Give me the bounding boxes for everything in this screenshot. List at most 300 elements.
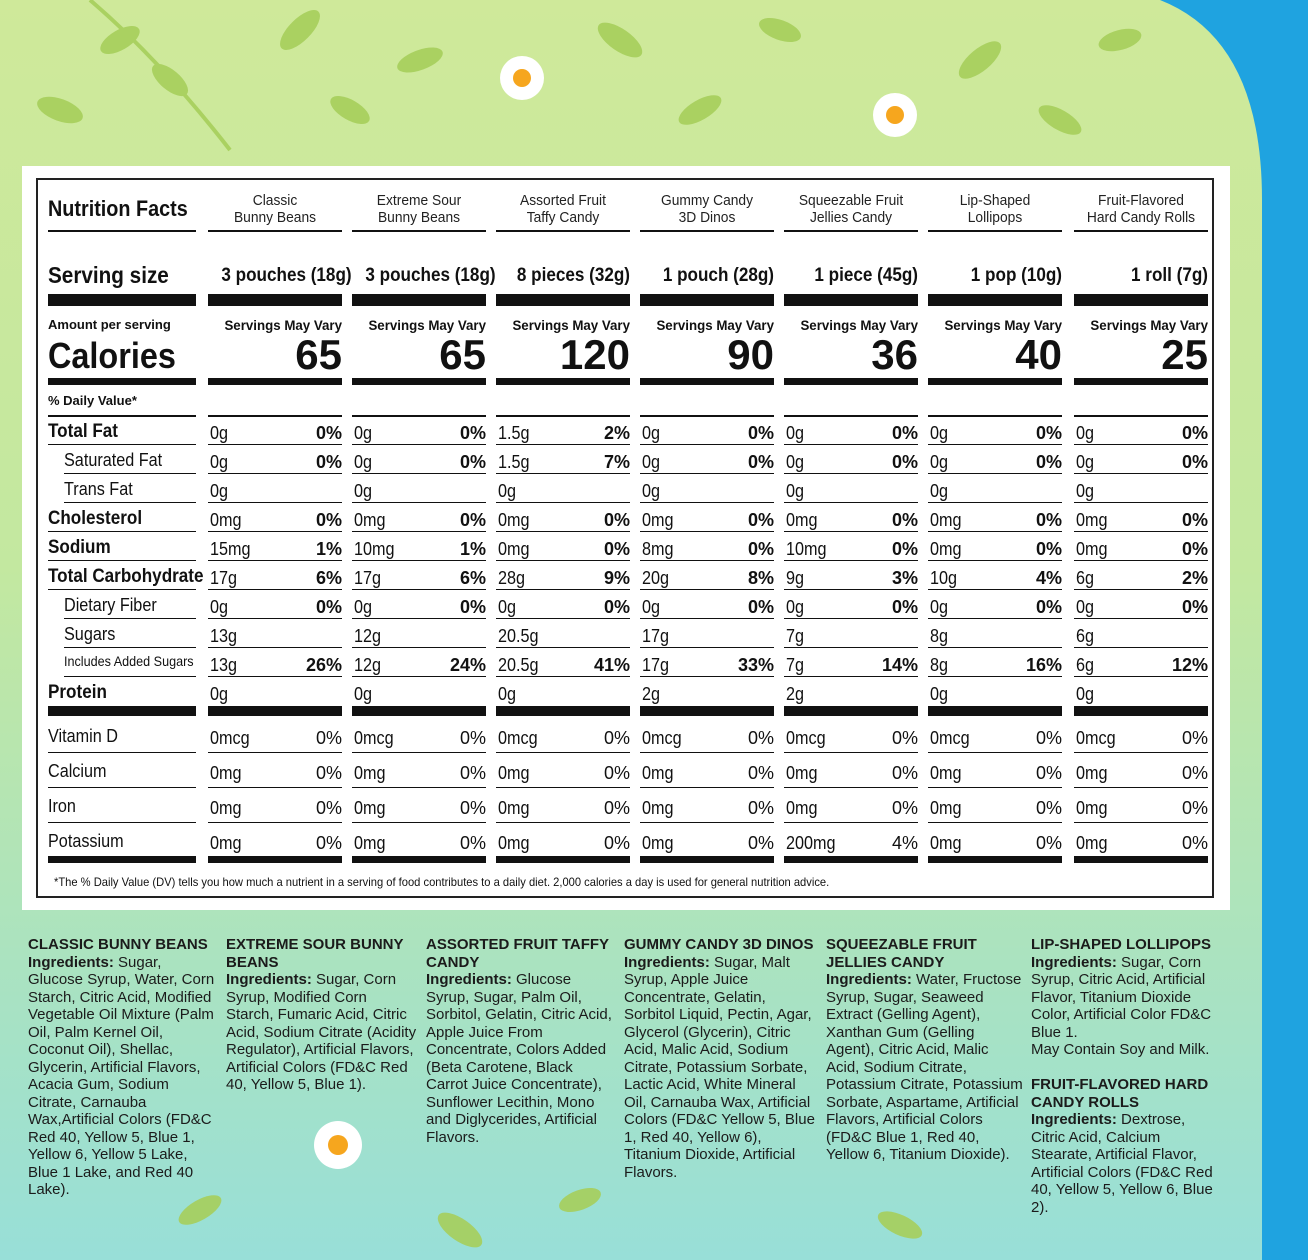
column-row-rule (352, 618, 486, 619)
vitamin-dv-percent: 0% (891, 728, 918, 748)
vitamin-dv-percent: 0% (1035, 763, 1062, 783)
column-row-rule (352, 473, 486, 474)
product-heading: FRUIT-FLAVORED HARD CANDY ROLLS (1031, 1076, 1209, 1111)
vitamin-dv-percent: 0% (315, 763, 342, 783)
servings-may-vary: Servings May Vary (1090, 317, 1208, 333)
vitamin-dv-percent: 0% (1035, 798, 1062, 818)
column-row-rule (208, 618, 342, 619)
product-heading: ASSORTED FRUIT TAFFY CANDY (426, 936, 609, 971)
nutrient-amount: 10mg (354, 539, 395, 559)
calories-value: 65 (295, 331, 342, 378)
column-protein-rule (640, 706, 774, 716)
column-row-rule (496, 560, 630, 561)
column-row-rule (208, 676, 342, 677)
nutrient-dv-percent: 0% (1035, 597, 1062, 617)
vitamin-dv-percent: 0% (603, 728, 630, 748)
nutrient-amount: 0mg (1076, 510, 1108, 530)
nutrient-row-rule (48, 444, 196, 445)
nutrient-amount: 0mg (1076, 539, 1108, 559)
vitamin-amount: 0mcg (1076, 728, 1116, 748)
nutrient-label: Sugars (64, 624, 116, 644)
ingredients-text: Sugar, Corn Syrup, Citric Acid, Artificial Flavor, Titanium Dioxide Color, Artificial Color FD&C Blue 1. (1031, 953, 1212, 1041)
column-row-rule (352, 589, 486, 590)
servings-may-vary: Servings May Vary (224, 317, 342, 333)
column-row-rule (352, 444, 486, 445)
vitamin-amount: 0mcg (354, 728, 394, 748)
column-row-rule (496, 589, 630, 590)
product-name-line: Bunny Beans (377, 209, 461, 226)
ingredients-text: Sugar, Glucose Syrup, Water, Corn Starch, Citric Acid, Modified Vegetable Oil Mixture (Palm Oil, Palm Kernel Oil, Coconut Oil), Shellac, Glycerin, Artificial Flavors, Acacia Gum, Sodium Citrate, Carnauba Wax,Artificial Colors (FD&C Red 40, Yellow 5, Blue 1, Yellow 6, Yellow 5 Lake, Blue 1 Lake, and Red 40 Lake). (28, 953, 215, 1198)
serving-size-label: Serving size (48, 262, 169, 288)
vitamin-amount: 0mg (210, 763, 242, 783)
column-protein-rule (928, 706, 1062, 716)
nutrient-dv-percent: 1% (315, 539, 342, 559)
calories-label: Calories (48, 335, 176, 376)
vitamin-dv-percent: 0% (603, 833, 630, 853)
calories-value: 120 (559, 331, 630, 378)
nutrient-amount: 20.5g (498, 655, 539, 675)
nutrient-dv-percent: 0% (1035, 510, 1062, 530)
vitamin-amount: 0mg (786, 798, 818, 818)
nutrient-row-rule (64, 647, 196, 648)
column-thick-rule (928, 294, 1062, 306)
nutrient-dv-percent: 9% (603, 568, 630, 588)
nutrient-dv-percent: 0% (315, 423, 342, 443)
vitamin-amount: 0mcg (498, 728, 538, 748)
nutrient-dv-percent: 0% (747, 423, 774, 443)
protein-thick-rule (48, 706, 196, 716)
nutrient-amount: 7g (786, 626, 805, 646)
vitamin-dv-percent: 0% (603, 798, 630, 818)
servings-may-vary: Servings May Vary (368, 317, 486, 333)
column-vitamin-rule (784, 822, 918, 823)
serving-size-value: 3 pouches (18g) (221, 265, 352, 286)
column-dv-rule (496, 415, 630, 417)
vitamin-amount: 0mg (210, 833, 242, 853)
column-row-rule (496, 531, 630, 532)
ingredients-label: Ingredients: (226, 971, 312, 988)
vitamin-dv-percent: 0% (459, 763, 486, 783)
nutrient-amount: 0mg (210, 510, 242, 530)
column-row-rule (208, 473, 342, 474)
vitamin-dv-percent: 0% (1035, 728, 1062, 748)
column-row-rule (496, 618, 630, 619)
vitamin-dv-percent: 0% (747, 833, 774, 853)
column-bottom-rule (640, 856, 774, 863)
nutrient-amount: 0g (354, 481, 373, 501)
nutrient-amount: 6g (1076, 568, 1095, 588)
vitamin-amount: 0mcg (786, 728, 826, 748)
nutrient-dv-percent: 8% (747, 568, 774, 588)
nutrient-dv-percent: 0% (603, 539, 630, 559)
column-thin-rule (352, 230, 486, 232)
ingredients-text: Water, Fructose Syrup, Sugar, Seaweed Extract (Gelling Agent), Xanthan Gum (Gelling Agent), Citric Acid, Malic Acid, Sodium Citrate, Potassium Citrate, Potassium Sorbate, Aspartame, Artificial Flavors, Artificial Colors (FD&C Blue 1, Red 40, Yellow 6, Titanium Dioxide). (826, 971, 1023, 1163)
vitamin-dv-percent: 0% (459, 833, 486, 853)
vitamin-dv-percent: 0% (747, 798, 774, 818)
vitamin-row-rule (48, 787, 196, 788)
nutrient-amount: 2g (642, 684, 661, 704)
column-vitamin-rule (1074, 822, 1208, 823)
nutrient-dv-percent: 2% (1181, 568, 1208, 588)
column-row-rule (928, 676, 1062, 677)
nutrient-row-rule (64, 473, 196, 474)
nutrient-amount: 0g (642, 423, 661, 443)
nutrient-amount: 0mg (930, 539, 962, 559)
nutrient-amount: 0g (930, 452, 949, 472)
column-row-rule (208, 589, 342, 590)
amount-per-serving-label: Amount per serving (48, 317, 171, 332)
column-dv-rule (928, 415, 1062, 417)
column-vitamin-rule (640, 822, 774, 823)
label-thin-rule (48, 230, 196, 232)
nutrient-amount: 17g (210, 568, 238, 588)
nutrient-amount: 15mg (210, 539, 251, 559)
product-name-line: Bunny Beans (233, 209, 317, 226)
nutrient-amount: 0g (210, 452, 229, 472)
product-heading: LIP-SHAPED LOLLIPOPS (1031, 936, 1212, 953)
nutrient-label: Total Fat (48, 421, 118, 442)
ingredients-text: Sugar, Corn Syrup, Modified Corn Starch, Fumaric Acid, Citric Acid, Sodium Citrate (Acidity Regulator), Artificial Flavors, Artificial Colors (FD&C Red 40, Yellow 5, Blue 1). (226, 971, 417, 1093)
product-heading: CLASSIC BUNNY BEANS (28, 936, 208, 953)
product-heading: SQUEEZABLE FRUIT JELLIES CANDY (826, 936, 977, 971)
nutrient-amount: 9g (786, 568, 805, 588)
nutrient-dv-percent: 7% (603, 452, 630, 472)
vitamin-amount: 0mg (210, 798, 242, 818)
column-row-rule (1074, 531, 1208, 532)
ingredients-text: Sugar, Malt Syrup, Apple Juice Concentrate, Gelatin, Sorbitol Liquid, Pectin, Agar, Glycerol (Glycerin), Citric Acid, Malic Acid, Sodium Citrate, Potassium Sorbate, Lactic Acid, White Mineral Oil, Carnauba Wax, Artificial Colors (FD&C Yellow 5, Blue 1, Red 40, Yellow 6), Titanium Dioxide, Artificial Flavors. (624, 953, 815, 1181)
serving-size-value: 1 pop (10g) (970, 265, 1062, 286)
nutrient-amount: 0g (642, 452, 661, 472)
column-row-rule (496, 647, 630, 648)
column-row-rule (1074, 473, 1208, 474)
ingredients-label: Ingredients: (426, 971, 512, 988)
column-vitamin-rule (352, 787, 486, 788)
column-row-rule (784, 560, 918, 561)
column-row-rule (784, 647, 918, 648)
nutrient-dv-percent: 3% (891, 568, 918, 588)
vitamin-amount: 200mg (786, 833, 836, 853)
column-vitamin-rule (496, 787, 630, 788)
column-thin-rule (208, 230, 342, 232)
nutrient-dv-percent: 0% (459, 597, 486, 617)
nutrient-amount: 1.5g (498, 423, 530, 443)
vitamin-label: Iron (48, 796, 76, 816)
column-vitamin-rule (1074, 752, 1208, 753)
nutrient-amount: 0mg (930, 510, 962, 530)
column-row-rule (640, 560, 774, 561)
nutrient-amount: 0g (930, 481, 949, 501)
nutrient-amount: 0g (498, 684, 517, 704)
column-vitamin-rule (928, 822, 1062, 823)
column-row-rule (640, 444, 774, 445)
vitamin-amount: 0mg (930, 833, 962, 853)
column-vitamin-rule (640, 787, 774, 788)
nutrient-amount: 0g (210, 481, 229, 501)
nutrient-dv-percent: 41% (593, 655, 630, 675)
column-vitamin-rule (496, 752, 630, 753)
nutrient-amount: 0g (1076, 597, 1095, 617)
nutrient-label: Cholesterol (48, 508, 143, 529)
column-vitamin-rule (928, 752, 1062, 753)
nutrient-amount: 0mg (642, 510, 674, 530)
column-calories-rule (208, 378, 342, 385)
column-row-rule (1074, 676, 1208, 677)
nutrient-amount: 6g (1076, 626, 1095, 646)
nutrient-dv-percent: 0% (891, 510, 918, 530)
vitamin-amount: 0mg (498, 798, 530, 818)
servings-may-vary: Servings May Vary (944, 317, 1062, 333)
nutrient-dv-percent: 16% (1025, 655, 1062, 675)
nutrient-amount: 0g (210, 597, 229, 617)
nutrient-amount: 0g (786, 452, 805, 472)
nutrient-amount: 0g (354, 684, 373, 704)
nutrient-dv-percent: 0% (315, 597, 342, 617)
column-dv-rule (640, 415, 774, 417)
column-row-rule (640, 473, 774, 474)
vitamin-dv-percent: 0% (1035, 833, 1062, 853)
column-row-rule (784, 531, 918, 532)
product-heading: GUMMY CANDY 3D DINOS (624, 936, 814, 953)
vitamin-amount: 0mg (1076, 763, 1108, 783)
vitamin-amount: 0mcg (642, 728, 682, 748)
vitamin-dv-percent: 0% (315, 833, 342, 853)
column-thin-rule (1074, 230, 1208, 232)
column-row-rule (928, 589, 1062, 590)
product-name-line: Hard Candy Rolls (1086, 209, 1196, 226)
column-protein-rule (352, 706, 486, 716)
nutrient-dv-percent: 0% (315, 510, 342, 530)
column-row-rule (496, 444, 630, 445)
vitamin-dv-percent: 0% (891, 763, 918, 783)
column-row-rule (1074, 647, 1208, 648)
ingredients-label: Ingredients: (1031, 953, 1117, 971)
label-dv-rule (48, 415, 196, 417)
nutrient-row-rule (48, 589, 196, 590)
nutrient-dv-percent: 12% (1171, 655, 1208, 675)
nutrient-label: Dietary Fiber (64, 595, 157, 615)
vitamin-dv-percent: 0% (747, 728, 774, 748)
nutrient-amount: 0g (354, 452, 373, 472)
column-row-rule (1074, 444, 1208, 445)
column-calories-rule (496, 378, 630, 385)
column-vitamin-rule (1074, 787, 1208, 788)
column-thin-rule (640, 230, 774, 232)
nutrient-amount: 8g (930, 655, 949, 675)
column-calories-rule (640, 378, 774, 385)
ingredients-label: Ingredients: (1031, 1111, 1117, 1128)
vitamin-label: Calcium (48, 761, 107, 781)
product-heading: EXTREME SOUR BUNNY BEANS (226, 936, 404, 971)
nutrient-row-rule (48, 560, 196, 561)
column-vitamin-rule (352, 822, 486, 823)
nutrient-amount: 8g (930, 626, 949, 646)
ingredients-text: Dextrose, Citric Acid, Calcium Stearate, Artificial Flavor, Artificial Colors (FD&C Red 40, Yellow 5, Yellow 6, Blue 2). (1031, 1111, 1213, 1216)
column-row-rule (784, 676, 918, 677)
nutrient-dv-percent: 0% (747, 510, 774, 530)
nutrient-row-rule (64, 676, 196, 677)
vitamin-dv-percent: 0% (459, 728, 486, 748)
nutrient-dv-percent: 0% (1181, 597, 1208, 617)
nutrient-dv-percent: 0% (1181, 423, 1208, 443)
nutrient-amount: 0g (642, 597, 661, 617)
column-row-rule (208, 502, 342, 503)
label-bottom-rule (48, 856, 196, 863)
serving-size-value: 1 roll (7g) (1131, 265, 1208, 286)
vitamin-row-rule (48, 752, 196, 753)
column-row-rule (352, 647, 486, 648)
nutrient-dv-percent: 24% (449, 655, 486, 675)
nutrient-amount: 2g (786, 684, 805, 704)
ingredients-block (426, 936, 616, 1146)
nutrient-amount: 10mg (786, 539, 827, 559)
calories-value: 65 (439, 331, 486, 378)
nutrient-dv-percent: 0% (1035, 452, 1062, 472)
product-name (501, 192, 624, 226)
column-row-rule (928, 531, 1062, 532)
column-row-rule (784, 618, 918, 619)
column-row-rule (640, 676, 774, 677)
nutrient-amount: 0g (930, 684, 949, 704)
column-vitamin-rule (784, 787, 918, 788)
column-row-rule (784, 502, 918, 503)
vitamin-dv-percent: 0% (1181, 798, 1208, 818)
daily-value-label: % Daily Value* (48, 393, 137, 408)
nutrient-dv-percent: 0% (1181, 510, 1208, 530)
nutrient-amount: 0g (210, 684, 229, 704)
column-vitamin-rule (352, 752, 486, 753)
nutrient-row-rule (48, 531, 196, 532)
servings-may-vary: Servings May Vary (656, 317, 774, 333)
nutrient-dv-percent: 0% (459, 423, 486, 443)
product-name-line: Gummy Candy (660, 192, 754, 209)
nutrient-amount: 0g (498, 481, 517, 501)
column-protein-rule (496, 706, 630, 716)
nutrient-dv-percent: 0% (1181, 539, 1208, 559)
nutrient-dv-percent: 0% (603, 597, 630, 617)
ingredients-block (826, 936, 1024, 1164)
nutrient-amount: 0mg (498, 510, 530, 530)
ingredients-block (624, 936, 820, 1181)
column-dv-rule (208, 415, 342, 417)
column-vitamin-rule (208, 822, 342, 823)
column-row-rule (928, 473, 1062, 474)
nutrient-dv-percent: 0% (891, 452, 918, 472)
column-row-rule (208, 444, 342, 445)
column-row-rule (928, 560, 1062, 561)
nutrient-amount: 20g (642, 568, 670, 588)
column-row-rule (784, 589, 918, 590)
column-vitamin-rule (496, 822, 630, 823)
vitamin-amount: 0mcg (930, 728, 970, 748)
column-row-rule (352, 531, 486, 532)
column-row-rule (352, 676, 486, 677)
nutrient-label: Total Carbohydrate (48, 566, 204, 587)
column-bottom-rule (784, 856, 918, 863)
column-row-rule (928, 502, 1062, 503)
nutrient-label: Trans Fat (64, 479, 133, 499)
column-dv-rule (784, 415, 918, 417)
nutrient-amount: 0g (786, 481, 805, 501)
nutrient-dv-percent: 0% (891, 423, 918, 443)
ingredients-text: Glucose Syrup, Sugar, Palm Oil, Sorbitol, Gelatin, Citric Acid, Apple Juice From Concentrate, Colors Added (Beta Carotene, Black Carrot Juice Concentrate), Sunflower Lecithin, Mono and Diglycerides, Artificial Flavors. (426, 971, 612, 1146)
daily-value-footnote: *The % Daily Value (DV) tells you how much a nutrient in a serving of food contributes to a daily diet. 2,000 calories a day is used for general nutrition advice. (54, 875, 830, 889)
servings-may-vary: Servings May Vary (512, 317, 630, 333)
column-calories-rule (928, 378, 1062, 385)
column-row-rule (640, 502, 774, 503)
nutrient-amount: 0g (354, 423, 373, 443)
column-protein-rule (784, 706, 918, 716)
column-calories-rule (784, 378, 918, 385)
nutrient-amount: 0g (1076, 481, 1095, 501)
product-name (933, 192, 1056, 226)
vitamin-amount: 0mg (642, 763, 674, 783)
column-row-rule (496, 676, 630, 677)
product-name-line: Lip-Shaped (959, 192, 1031, 209)
column-row-rule (928, 618, 1062, 619)
vitamin-amount: 0mg (354, 763, 386, 783)
vitamin-amount: 0mcg (210, 728, 250, 748)
nutrient-dv-percent: 0% (891, 539, 918, 559)
nutrient-amount: 0g (1076, 684, 1095, 704)
product-name (1079, 192, 1202, 226)
nutrient-dv-percent: 0% (747, 539, 774, 559)
nutrient-label: Saturated Fat (64, 450, 163, 470)
serving-size-value: 1 piece (45g) (814, 265, 918, 286)
vitamin-label: Potassium (48, 831, 124, 851)
vitamin-dv-percent: 4% (891, 833, 918, 853)
nutrition-facts-table (36, 178, 1214, 898)
vitamin-dv-percent: 0% (1181, 728, 1208, 748)
nutrient-amount: 0mg (354, 510, 386, 530)
nutrient-dv-percent: 4% (1035, 568, 1062, 588)
product-name (213, 192, 336, 226)
label-calories-rule (48, 378, 196, 385)
calories-value: 25 (1161, 331, 1208, 378)
column-row-rule (1074, 502, 1208, 503)
nutrient-amount: 17g (642, 626, 670, 646)
nutrient-amount: 8mg (642, 539, 674, 559)
product-name-line: Fruit-Flavored (1098, 192, 1184, 209)
ingredients-label: Ingredients: (28, 953, 114, 971)
ingredients-block (28, 936, 220, 1199)
column-thick-rule (352, 294, 486, 306)
vitamin-amount: 0mg (642, 798, 674, 818)
ingredients-label: Ingredients: (624, 953, 710, 971)
column-thick-rule (208, 294, 342, 306)
nutrient-dv-percent: 0% (459, 452, 486, 472)
vitamin-dv-percent: 0% (1181, 763, 1208, 783)
product-name-line: Assorted Fruit (520, 192, 606, 209)
vitamin-amount: 0mg (930, 763, 962, 783)
column-row-rule (1074, 589, 1208, 590)
column-bottom-rule (1074, 856, 1208, 863)
vitamin-amount: 0mg (1076, 833, 1108, 853)
nutrient-amount: 17g (642, 655, 670, 675)
column-row-rule (496, 502, 630, 503)
product-name (789, 192, 912, 226)
nutrient-amount: 0g (642, 481, 661, 501)
vitamin-amount: 0mg (498, 763, 530, 783)
vitamin-amount: 0mg (498, 833, 530, 853)
nutrient-dv-percent: 6% (315, 568, 342, 588)
serving-size-value: 1 pouch (28g) (662, 265, 774, 286)
nutrient-dv-percent: 0% (747, 452, 774, 472)
allergen-note: May Contain Soy and Milk. (1031, 1041, 1210, 1058)
vitamin-amount: 0mg (786, 763, 818, 783)
product-name (645, 192, 768, 226)
nutrient-amount: 0mg (786, 510, 818, 530)
product-name-line: Classic (252, 192, 298, 209)
